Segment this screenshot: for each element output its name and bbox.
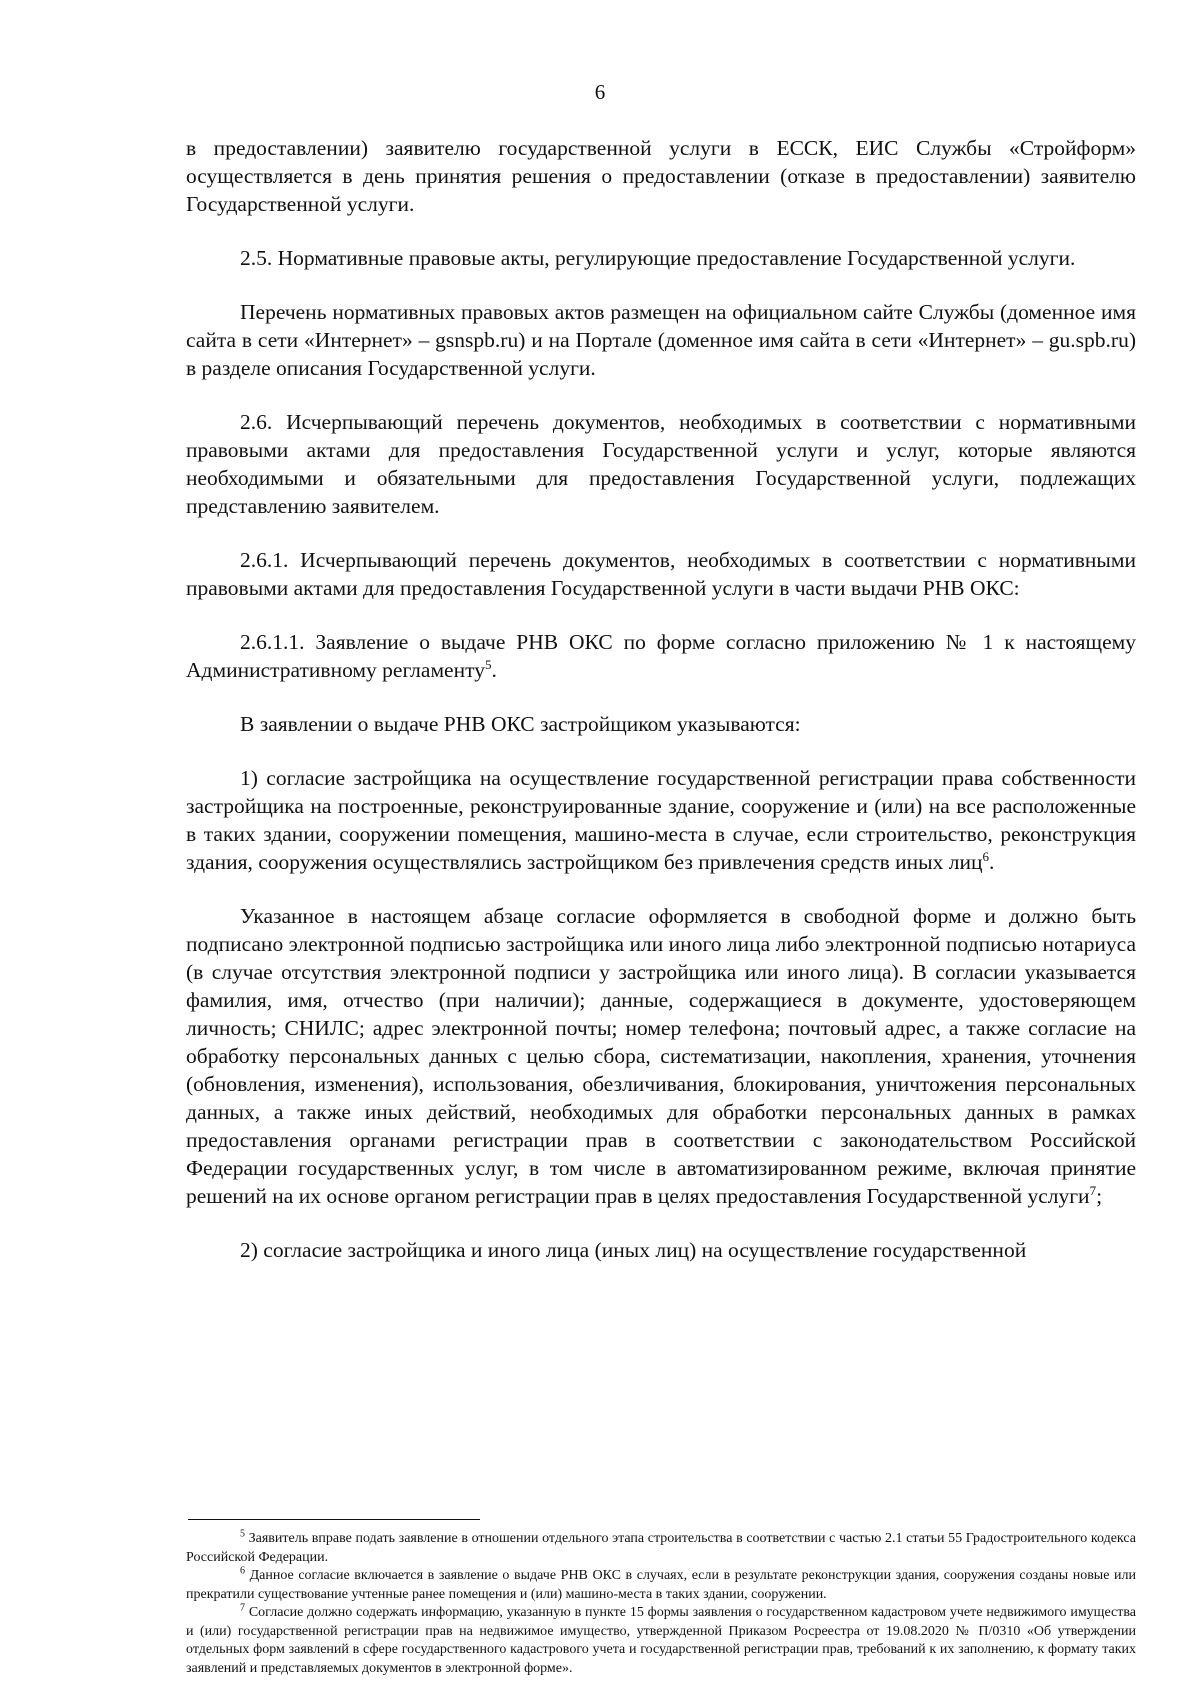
footnote-text: Данное согласие включается в заявление о выдаче РНВ ОКС в случаях, если в результате реконструкции здания, сооружения созданы новые или прекратили существование учтенные ранее помещения и (или) машино-места в таких здании, сооружении. bbox=[186, 1568, 1136, 1602]
paragraph-item-2: 2) согласие застройщика и иного лица (иных лиц) на осуществление государственной bbox=[240, 1238, 1027, 1262]
footnote-number: 5 bbox=[240, 1528, 245, 1540]
footnote-ref-5: 5 bbox=[484, 656, 492, 672]
paragraph-2-6-1-1 bbox=[186, 628, 1136, 684]
footnote-ref-7: 7 bbox=[1089, 1182, 1097, 1198]
footnote-6 bbox=[186, 1567, 1136, 1604]
paragraph-2-6-1: 2.6.1. Исчерпывающий перечень документов, необходимых в соответствии с нормативными правовыми актами для предоставления Государственной услуги в части выдачи РНВ ОКС: bbox=[186, 548, 1136, 600]
footnote-number: 6 bbox=[240, 1565, 245, 1577]
paragraph-acts-list: Перечень нормативных правовых актов размещен на официальном сайте Службы (доменное имя сайта в сети «Интернет» – gsnspb.ru) и на Портале (доменное имя сайта в сети «Интернет» – gu.spb.ru) в разделе описания Государственной услуги. bbox=[186, 300, 1136, 380]
paragraph-continuation: в предоставлении) заявителю государственной услуги в ЕССК, ЕИС Службы «Стройформ» осуществляется в день принятия решения о предоставлении (отказе в предоставлении) заявителю Государственной услуги. bbox=[186, 136, 1136, 216]
paragraph-text: 1) согласие застройщика на осуществление государственной регистрации права собственности застройщика на построенные, реконструированные здание, сооружение и (или) на все расположенные в таких здании, сооружении помещения, машино-места в случае, если строительство, реконструкция здания, сооружения осуществлялись застройщиком без привлечения средств иных лиц bbox=[186, 766, 1136, 874]
footnote-7 bbox=[186, 1604, 1136, 1678]
footnote-ref-6: 6 bbox=[982, 848, 989, 864]
paragraph-2-5: 2.5. Нормативные правовые акты, регулирующие предоставление Государственной услуги. bbox=[240, 246, 1076, 270]
footnotes bbox=[186, 1530, 1136, 1678]
document-body bbox=[186, 134, 1136, 1264]
paragraph-text: Указанное в настоящем абзаце согласие оформляется в свободной форме и должно быть подписано электронной подписью застройщика или иного лица либо электронной подписью нотариуса (в случае отсутствия электронной подписи у застройщика или иного лица). В согласии указывается фамилия, имя, отчество (при наличии); данные, содержащиеся в документе, удостоверяющем личность; СНИЛС; адрес электронной почты; номер телефона; почтовый адрес, а также согласие на обработку персональных данных с целью сбора, систематизации, накопления, хранения, уточнения (обновления, изменения), использования, обезличивания, блокирования, уничтожения персональных данных, а также иных действий, необходимых для обработки персональных данных в рамках предоставления органами регистрации прав в соответствии с законодательством Российской Федерации государственных услуг, в том числе в автоматизированном режиме, включая принятие решений на их основе органом регистрации прав в целях предоставления Государственной услуги bbox=[186, 904, 1136, 1208]
paragraph-end: ; bbox=[1096, 1184, 1103, 1208]
page-number: 6 bbox=[594, 80, 606, 104]
paragraph-item-1 bbox=[186, 764, 1136, 876]
footnote-separator bbox=[188, 1519, 480, 1520]
paragraph-end: . bbox=[989, 850, 995, 874]
paragraph-end: . bbox=[491, 658, 497, 682]
paragraph-text: 2.6.1.1. Заявление о выдаче РНВ ОКС по форме согласно приложению № 1 к настоящему Административному регламенту bbox=[186, 630, 1136, 682]
footnote-5 bbox=[186, 1530, 1136, 1567]
footnote-text: Согласие должно содержать информацию, указанную в пункте 15 формы заявления о государственном кадастровом учете недвижимого имущества и (или) государственной регистрации прав на недвижимое имущество, утвержденной Приказом Росреестра от 19.08.2020 № П/0310 «Об утверждении отдельных форм заявлений в сфере государственного кадастрового учета и государственной регистрации прав, требований к их заполнению, к формату таких заявлений и представляемых документов в электронной форме». bbox=[186, 1605, 1136, 1676]
footnote-number: 7 bbox=[240, 1602, 245, 1614]
paragraph-2-6: 2.6. Исчерпывающий перечень документов, необходимых в соответствии с нормативными правовыми актами для предоставления Государственной услуги и услуг, которые являются необходимыми и обязательными для предоставления Государственной услуги, подлежащих представлению заявителем. bbox=[186, 410, 1136, 518]
paragraph-consent-form bbox=[186, 902, 1136, 1210]
paragraph-application-contents: В заявлении о выдаче РНВ ОКС застройщиком указываются: bbox=[240, 712, 801, 736]
footnote-text: Заявитель вправе подать заявление в отношении отдельного этапа строительства в соответствии с частью 2.1 статьи 55 Градостроительного кодекса Российской Федерации. bbox=[186, 1531, 1136, 1565]
